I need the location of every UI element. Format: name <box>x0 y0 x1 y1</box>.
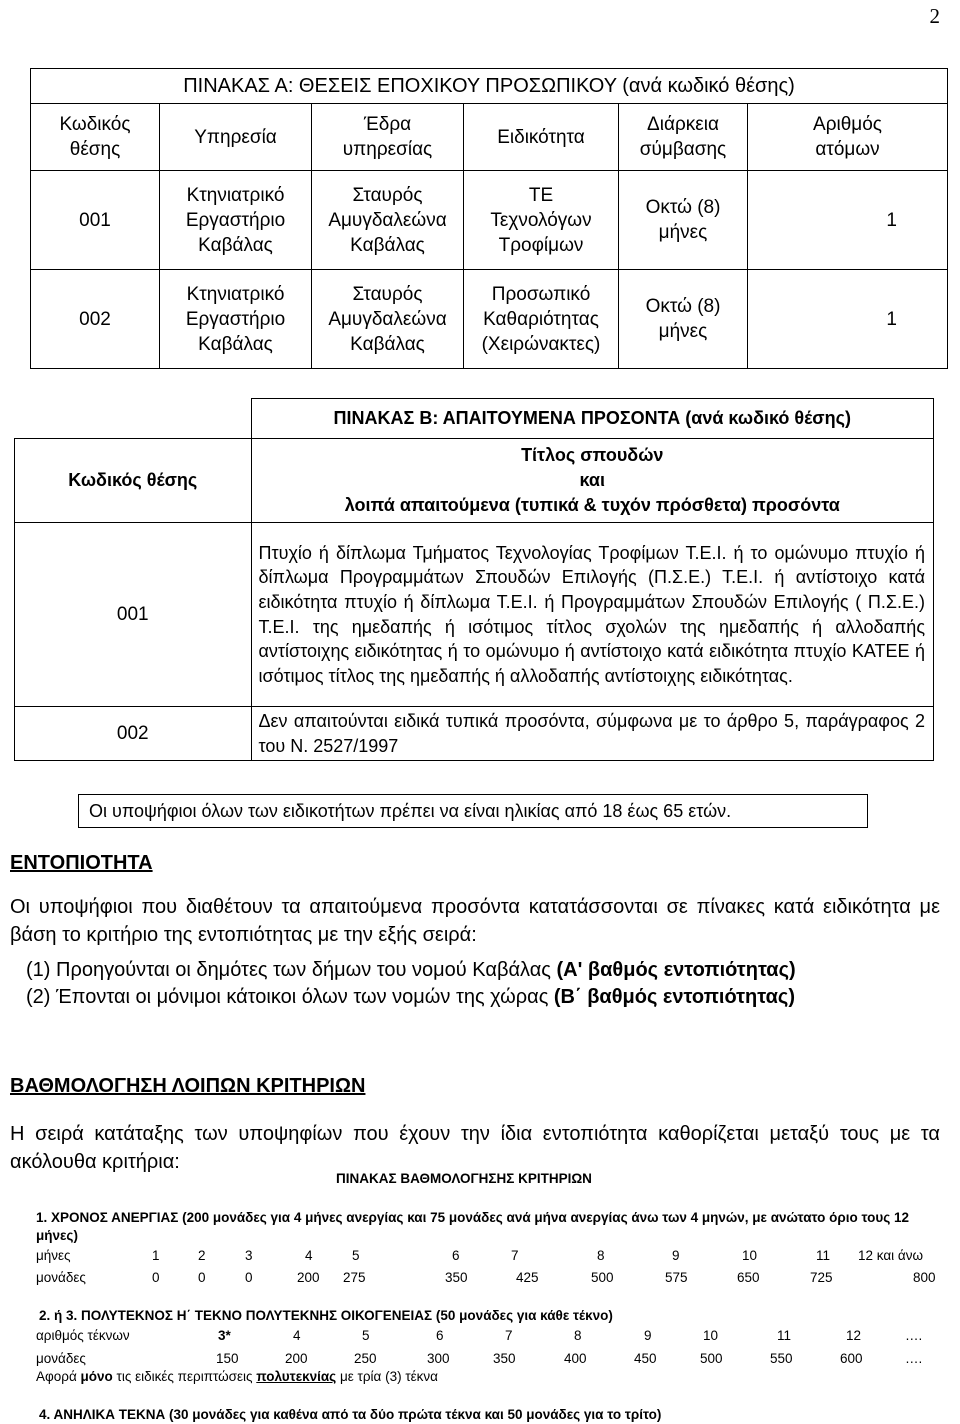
criterion-2-title: 2. ή 3. ΠΟΛΥΤΕΚΝΟΣ Η΄ ΤΕΚΝΟ ΠΟΛΥΤΕΚΝΗΣ ΟΙΚΟΓΕΝΕΙΑΣ (50 μονάδες για κάθε τέκνο) <box>39 1308 613 1323</box>
criterion-1-points-row <box>0 1270 960 1288</box>
hdr-code: Κωδικός θέσης <box>15 439 252 523</box>
row-cell: 12 και άνω <box>858 1248 924 1263</box>
row-label: μήνες <box>36 1248 71 1263</box>
row-cell: 12 <box>846 1328 862 1343</box>
row-cell: 3 <box>245 1248 253 1263</box>
row-cell: 200 <box>297 1270 320 1285</box>
row-cell: …. <box>905 1328 923 1343</box>
table-row <box>15 707 934 761</box>
row-cell: 350 <box>493 1351 516 1366</box>
row-label: μονάδες <box>36 1351 86 1366</box>
row-cell: 350 <box>445 1270 468 1285</box>
row-qualifications: Πτυχίο ή δίπλωμα Τμήματος Τεχνολογίας Τροφίμων Τ.Ε.Ι. ή το ομώνυμο πτυχίο ή δίπλωμα Προγραμμάτων Σπουδών Επιλογής (Π.Σ.Ε.) Τ.Ε.Ι. ή αντίστοιχο κατά ειδικότητα πτυχίο ή δίπλωμα Τ.Ε.Ι. ή Προγραμμάτων Σπουδών Επιλογής ( Π.Σ.Ε.) Τ.Ε.Ι. της ημεδαπής ή ισότιμος τίτλος σχολών της ημεδαπής ή αλλοδαπής αντίστοιχης ειδικότητας ή το ομώνυμο ή αντίστοιχο κατά ειδικότητα πτυχίο ΚΑΤΕΕ ή ισότιμος τίτλος της ημεδαπής ή αλλοδαπής αντίστοιχης ειδικότητας. <box>251 523 934 707</box>
locality-heading: ΕΝΤΟΠΙΟΤΗΤΑ <box>10 852 153 874</box>
hdr-code-2: θέσης <box>69 139 121 160</box>
page-number: 2 <box>929 4 940 28</box>
table-row <box>31 270 948 369</box>
row-cell: 6 <box>436 1328 444 1343</box>
table-b-title: ΠΙΝΑΚΑΣ Β: ΑΠΑΙΤΟΥΜΕΝΑ ΠΡΟΣΟΝΤΑ (ανά κωδικό θέσης) <box>251 399 934 439</box>
row-count: 1 <box>748 270 948 369</box>
row-cell: 3* <box>218 1328 231 1343</box>
row-specialty: ΤΕ Τεχνολόγων Τροφίμων <box>464 171 619 270</box>
row-cell: 8 <box>574 1328 582 1343</box>
locality-item-1: (1) Προηγούνται οι δημότες των δήμων του νομού Καβάλας (Α' βαθμός εντοπιότητας) <box>26 959 796 981</box>
table-row <box>31 171 948 270</box>
criterion-1-title: 1. ΧΡΟΝΟΣ ΑΝΕΡΓΙΑΣ (200 μονάδες για 4 μήνες ανεργίας και 75 μονάδες ανά μήνα ανεργίας άνω των 4 μηνών, με ανώτατο όριο τους 12 μήνες) <box>36 1210 910 1243</box>
row-cell: 10 <box>703 1328 719 1343</box>
row-cell: 10 <box>742 1248 758 1263</box>
row-code: 002 <box>15 707 252 761</box>
row-cell: 0 <box>198 1270 206 1285</box>
row-cell: 150 <box>216 1351 239 1366</box>
hdr-count: Αριθμός <box>813 114 882 135</box>
row-service: Κτηνιατρικό Εργαστήριο Καβάλας <box>160 270 312 369</box>
scoring-table-title: ΠΙΝΑΚΑΣ ΒΑΘΜΟΛΟΓΗΣΗΣ ΚΡΙΤΗΡΙΩΝ <box>336 1171 592 1186</box>
hdr-code: Κωδικός <box>59 114 131 135</box>
row-label: μονάδες <box>36 1270 86 1285</box>
criterion-4-title: 4. ΑΝΗΛΙΚΑ ΤΕΚΝΑ (30 μονάδες για καθένα από τα δύο πρώτα τέκνα και 50 μονάδες για το τρίτο) <box>39 1407 662 1422</box>
row-service: Κτηνιατρικό Εργαστήριο Καβάλας <box>160 171 312 270</box>
row-cell: 300 <box>427 1351 450 1366</box>
row-cell: 7 <box>511 1248 519 1263</box>
row-qualifications: Δεν απαιτούνται ειδικά τυπικά προσόντα, σύμφωνα με το άρθρο 5, παράγραφος 2 του Ν. 2527/1997 <box>251 707 934 761</box>
row-cell: 6 <box>452 1248 460 1263</box>
row-cell: 5 <box>362 1328 370 1343</box>
table-a-header <box>31 104 948 171</box>
row-cell: 11 <box>816 1248 831 1263</box>
row-cell: 275 <box>343 1270 366 1285</box>
table-a <box>30 68 948 369</box>
hdr-qualifications: Τίτλος σπουδών και λοιπά απαιτούμενα (τυπικά & τυχόν πρόσθετα) προσόντα <box>251 439 934 523</box>
row-cell: 600 <box>840 1351 863 1366</box>
row-cell: 800 <box>913 1270 936 1285</box>
row-cell: 425 <box>516 1270 539 1285</box>
hdr-seat: Έδρα <box>363 114 412 135</box>
row-cell: 500 <box>700 1351 723 1366</box>
row-count: 1 <box>748 171 948 270</box>
row-seat: Σταυρός Αμυγδαλεώνα Καβάλας <box>312 270 464 369</box>
row-code: 001 <box>31 171 160 270</box>
criterion-2-children-row <box>0 1328 960 1346</box>
row-cell: 2 <box>198 1248 206 1263</box>
table-a-title: ΠΙΝΑΚΑΣ Α: ΘΕΣΕΙΣ ΕΠΟΧΙΚΟΥ ΠΡΟΣΩΠΙΚΟΥ (ανά κωδικό θέσης) <box>31 69 948 104</box>
row-cell: …. <box>905 1351 923 1366</box>
row-cell: 4 <box>293 1328 301 1343</box>
hdr-seat-2: υπηρεσίας <box>342 139 433 160</box>
row-cell: 450 <box>634 1351 657 1366</box>
row-cell: 11 <box>777 1328 792 1343</box>
scoring-intro: Η σειρά κατάταξης των υποψηφίων που έχουν την ίδια εντοπιότητα καθορίζεται μεταξύ τους με τα ακόλουθα κριτήρια: <box>10 1123 940 1173</box>
table-b <box>14 398 934 761</box>
row-cell: 200 <box>285 1351 308 1366</box>
criterion-1-months-row <box>0 1248 960 1266</box>
row-code: 001 <box>15 523 252 707</box>
row-cell: 500 <box>591 1270 614 1285</box>
criterion-2-note: Αφορά μόνο τις ειδικές περιπτώσεις πολυτεκνίας με τρία (3) τέκνα <box>36 1369 438 1384</box>
row-label: αριθμός τέκνων <box>36 1328 130 1343</box>
row-cell: 650 <box>737 1270 760 1285</box>
row-cell: 0 <box>152 1270 160 1285</box>
locality-item-2: (2) Έπονται οι μόνιμοι κάτοικοι όλων των νομών της χώρας (Β΄ βαθμός εντοπιότητας) <box>26 986 795 1008</box>
row-seat: Σταυρός Αμυγδαλεώνα Καβάλας <box>312 171 464 270</box>
row-cell: 0 <box>245 1270 253 1285</box>
row-cell: 4 <box>305 1248 313 1263</box>
hdr-service: Υπηρεσία <box>160 104 312 171</box>
row-cell: 1 <box>152 1248 160 1263</box>
hdr-duration: Διάρκεια <box>647 114 719 135</box>
row-cell: 9 <box>672 1248 680 1263</box>
table-b-header <box>15 439 934 523</box>
row-cell: 575 <box>665 1270 688 1285</box>
row-specialty: Προσωπικό Καθαριότητας (Χειρώνακτες) <box>464 270 619 369</box>
locality-intro: Οι υποψήφιοι που διαθέτουν τα απαιτούμενα προσόντα κατατάσσονται σε πίνακες κατά ειδικότητα με βάση το κριτήριο της εντοπιότητας με την εξής σειρά: <box>10 896 940 946</box>
row-duration: Οκτώ (8) μήνες <box>619 171 748 270</box>
criterion-2-points-row <box>0 1351 960 1369</box>
row-code: 002 <box>31 270 160 369</box>
scoring-heading: ΒΑΘΜΟΛΟΓΗΣΗ ΛΟΙΠΩΝ ΚΡΙΤΗΡΙΩΝ <box>10 1075 366 1097</box>
row-cell: 5 <box>352 1248 360 1263</box>
row-cell: 400 <box>564 1351 587 1366</box>
hdr-count-2: ατόμων <box>815 139 880 160</box>
row-cell: 7 <box>505 1328 513 1343</box>
row-cell: 8 <box>597 1248 605 1263</box>
age-note: Οι υποψήφιοι όλων των ειδικοτήτων πρέπει να είναι ηλικίας από 18 έως 65 ετών. <box>78 794 868 828</box>
row-cell: 550 <box>770 1351 793 1366</box>
row-cell: 725 <box>810 1270 833 1285</box>
row-cell: 250 <box>354 1351 377 1366</box>
hdr-duration-2: σύμβασης <box>639 139 727 160</box>
row-cell: 9 <box>644 1328 652 1343</box>
table-row <box>15 523 934 707</box>
hdr-specialty: Ειδικότητα <box>464 104 619 171</box>
row-duration: Οκτώ (8) μήνες <box>619 270 748 369</box>
